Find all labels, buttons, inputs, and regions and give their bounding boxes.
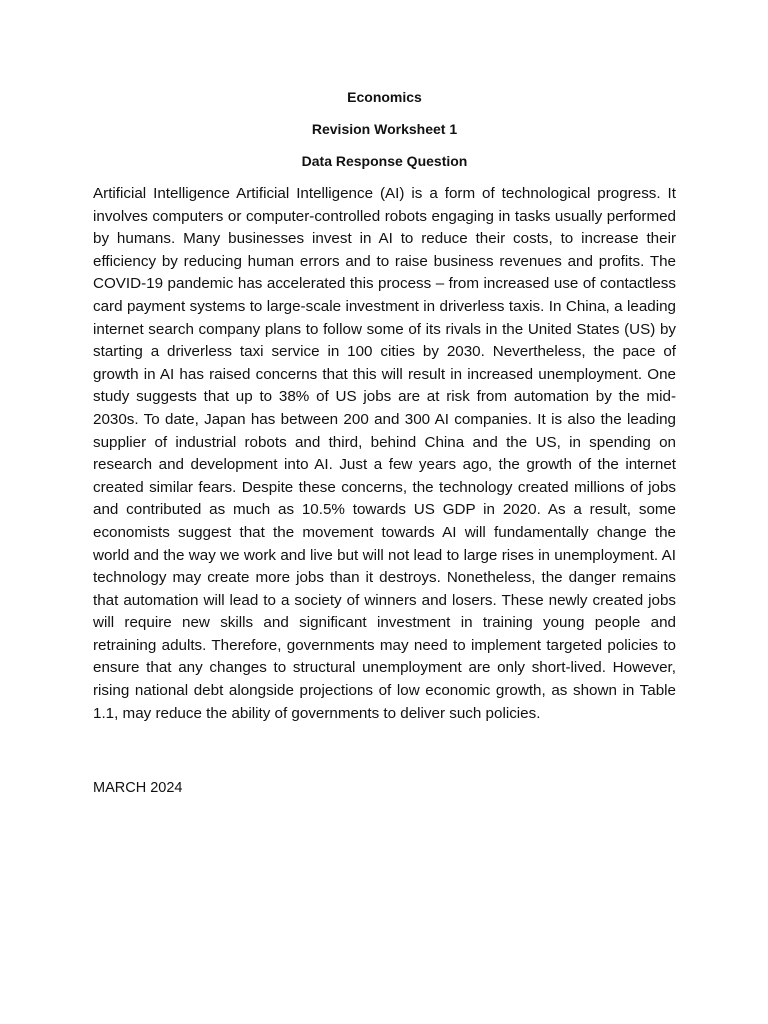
title-block: [93, 88, 676, 184]
passage-paragraph: Artificial Intelligence Artificial Intelligence (AI) is a form of technological progress. It involves computers or computer-controlled robots engaging in tasks usually performed by humans. Many businesses invest in AI to reduce their costs, to increase their efficiency by reducing human errors and to raise business revenues and profits. The COVID-19 pandemic has accelerated this process – from increased use of contactless card payment systems to large-scale investment in driverless taxis. In China, a leading internet search company plans to follow some of its rivals in the United States (US) by starting a driverless taxi service in 100 cities by 2030. Nevertheless, the pace of growth in AI has raised concerns that this will result in increased unemployment. One study suggests that up to 38% of US jobs are at risk from automation by the mid-2030s. To date, Japan has between 200 and 300 AI companies. It is also the leading supplier of industrial robots and third, behind China and the US, in spending on research and development into AI. Just a few years ago, the growth of the internet created similar fears. Despite these concerns, the technology created millions of jobs and contributed as much as 10.5% towards US GDP in 2020. As a result, some economists suggest that the movement towards AI will fundamentally change the world and the way we work and live but will not lead to large rises in unemployment. AI technology may create more jobs than it destroys. Nonetheless, the danger remains that automation will lead to a society of winners and losers. These newly created jobs will require new skills and significant investment in training young people and retraining adults. Therefore, governments may need to implement targeted policies to ensure that any changes to structural unemployment are only short-lived. However, rising national debt alongside projections of low economic growth, as shown in Table 1.1, may reduce the ability of governments to deliver such policies.: [93, 185, 676, 722]
worksheet-title: Revision Worksheet 1: [311, 121, 458, 137]
document-date: MARCH 2024: [93, 780, 183, 796]
subject-title: Economics: [347, 89, 422, 105]
section-title: Data Response Question: [301, 153, 468, 169]
